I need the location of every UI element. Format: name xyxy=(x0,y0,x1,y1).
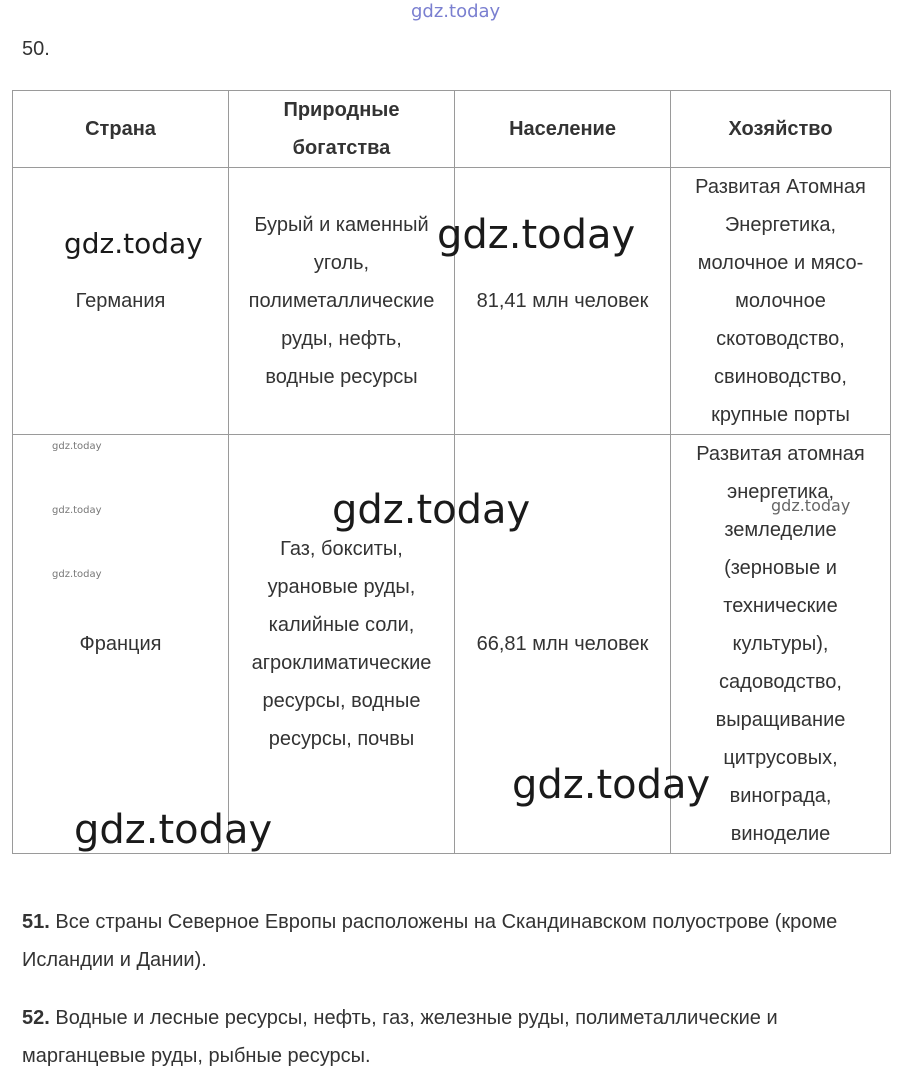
answer-52-text: Водные и лесные ресурсы, нефть, газ, железные руды, полиметаллические и марганцевые руды, рыбные ресурсы. xyxy=(22,1007,778,1067)
task-number-50: 50. xyxy=(22,38,50,60)
watermark: gdz.today xyxy=(52,441,102,452)
answer-52 xyxy=(22,999,882,1075)
cell-country: Франция xyxy=(13,435,229,854)
watermark: gdz.today xyxy=(411,1,501,22)
cell-population: 66,81 млн человек xyxy=(455,435,671,854)
cell-resources: Газ, бокситы, урановые руды, калийные соли, агроклиматические ресурсы, водные ресурсы, почвы xyxy=(229,435,455,854)
watermark: gdz.today xyxy=(512,762,711,808)
header-population: Население xyxy=(455,91,671,168)
header-resources: Природные богатства xyxy=(229,91,455,168)
watermark: gdz.today xyxy=(437,212,636,258)
header-country: Страна xyxy=(13,91,229,168)
cell-population: 81,41 млн человек xyxy=(455,168,671,435)
watermark: gdz.today xyxy=(74,807,273,853)
watermark: gdz.today xyxy=(52,569,102,580)
cell-economy: Развитая Атомная Энергетика, молочное и мясо- молочное скотоводство, свиноводство, крупные порты xyxy=(671,168,891,435)
watermark: gdz.today xyxy=(771,496,851,515)
answer-51-text: Все страны Северное Европы расположены на Скандинавском полуострове (кроме Исландии и Дании). xyxy=(22,911,838,971)
countries-table xyxy=(12,90,891,854)
answer-51 xyxy=(22,903,882,979)
watermark: gdz.today xyxy=(64,227,203,260)
watermark: gdz.today xyxy=(52,505,102,516)
watermark: gdz.today xyxy=(332,487,531,533)
cell-economy: Развитая атомная энергетика, земледелие (зерновые и технические культуры), садоводство, выращивание цитрусовых, винограда, виноделие xyxy=(671,435,891,854)
task-number-51: 51. xyxy=(22,911,50,933)
header-economy: Хозяйство xyxy=(671,91,891,168)
table-row xyxy=(13,168,891,435)
cell-country: Германия xyxy=(13,168,229,435)
table-header-row xyxy=(13,91,891,168)
task-number-52: 52. xyxy=(22,1007,50,1029)
cell-resources: Бурый и каменный уголь, полиметаллические руды, нефть, водные ресурсы xyxy=(229,168,455,435)
